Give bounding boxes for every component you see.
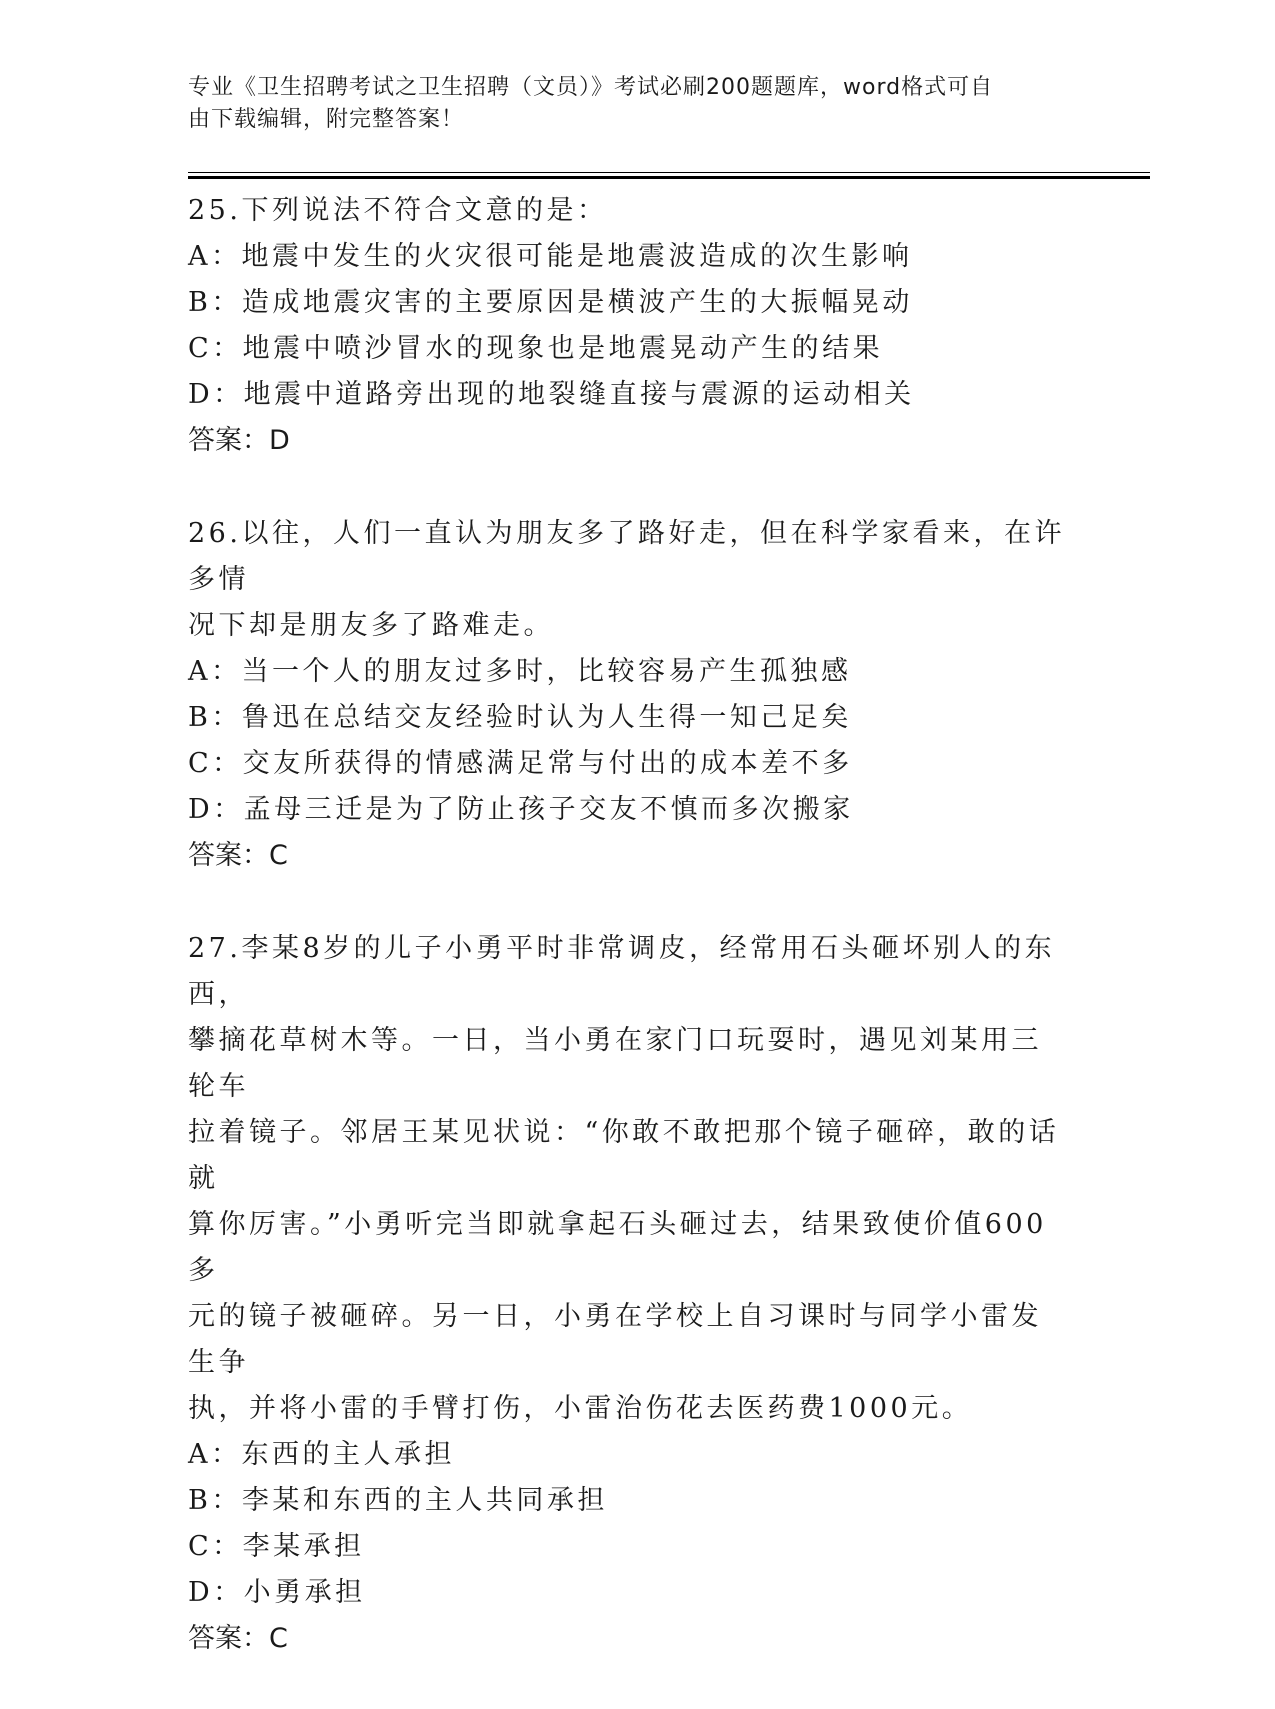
question-text-line-1: 27.李某8岁的儿子小勇平时非常调皮，经常用石头砸坏别人的东西， bbox=[188, 933, 1056, 1010]
question-text-line-6: 执，并将小雷的手臂打伤，小雷治伤花去医药费1000元。 bbox=[188, 1393, 973, 1424]
header-divider-thick bbox=[188, 176, 1150, 179]
header-line-1: 专业《卫生招聘考试之卫生招聘（文员）》考试必刷200题题库，word格式可自 bbox=[188, 75, 994, 100]
answer-label: 答案：C bbox=[188, 840, 288, 871]
answer-label: 答案：C bbox=[188, 1623, 288, 1654]
question-text-line-2: 攀摘花草树木等。一日，当小勇在家门口玩耍时，遇见刘某用三轮车 bbox=[188, 1025, 1042, 1102]
option-d: D：地震中道路旁出现的地裂缝直接与震源的运动相关 bbox=[188, 379, 915, 410]
option-a: A：地震中发生的火灾很可能是地震波造成的次生影响 bbox=[188, 241, 913, 272]
option-c: C：交友所获得的情感满足常与付出的成本差不多 bbox=[188, 748, 853, 779]
document-header bbox=[188, 72, 1068, 136]
option-c: C：地震中喷沙冒水的现象也是地震晃动产生的结果 bbox=[188, 333, 884, 364]
question-27 bbox=[188, 926, 1068, 1662]
option-d: D：孟母三迁是为了防止孩子交友不慎而多次搬家 bbox=[188, 794, 854, 825]
question-text: 25.下列说法不符合文意的是： bbox=[188, 195, 608, 226]
question-text-line-3: 拉着镜子。邻居王某见状说：“你敢不敢把那个镜子砸碎，敢的话就 bbox=[188, 1117, 1060, 1194]
option-d: D：小勇承担 bbox=[188, 1577, 366, 1608]
option-c: C：李某承担 bbox=[188, 1531, 365, 1562]
answer-label: 答案：D bbox=[188, 425, 290, 456]
option-b: B：李某和东西的主人共同承担 bbox=[188, 1485, 608, 1516]
option-b: B：鲁迅在总结交友经验时认为人生得一知己足矣 bbox=[188, 702, 852, 733]
question-list bbox=[188, 188, 1068, 1709]
question-text-line-2: 况下却是朋友多了路难走。 bbox=[188, 610, 554, 641]
question-text-line-4: 算你厉害。”小勇听完当即就拿起石头砸过去，结果致使价值600多 bbox=[188, 1209, 1047, 1286]
question-text-line-5: 元的镜子被砸碎。另一日，小勇在学校上自习课时与同学小雷发生争 bbox=[188, 1301, 1042, 1378]
question-25 bbox=[188, 188, 1068, 464]
question-26 bbox=[188, 511, 1068, 879]
question-text-line-1: 26.以往，人们一直认为朋友多了路好走，但在科学家看来，在许多情 bbox=[188, 518, 1065, 595]
option-a: A：当一个人的朋友过多时，比较容易产生孤独感 bbox=[188, 656, 852, 687]
option-a: A：东西的主人承担 bbox=[188, 1439, 455, 1470]
header-line-2: 由下载编辑，附完整答案！ bbox=[188, 107, 465, 132]
header-divider-thin bbox=[188, 172, 1150, 173]
option-b: B：造成地震灾害的主要原因是横波产生的大振幅晃动 bbox=[188, 287, 913, 318]
